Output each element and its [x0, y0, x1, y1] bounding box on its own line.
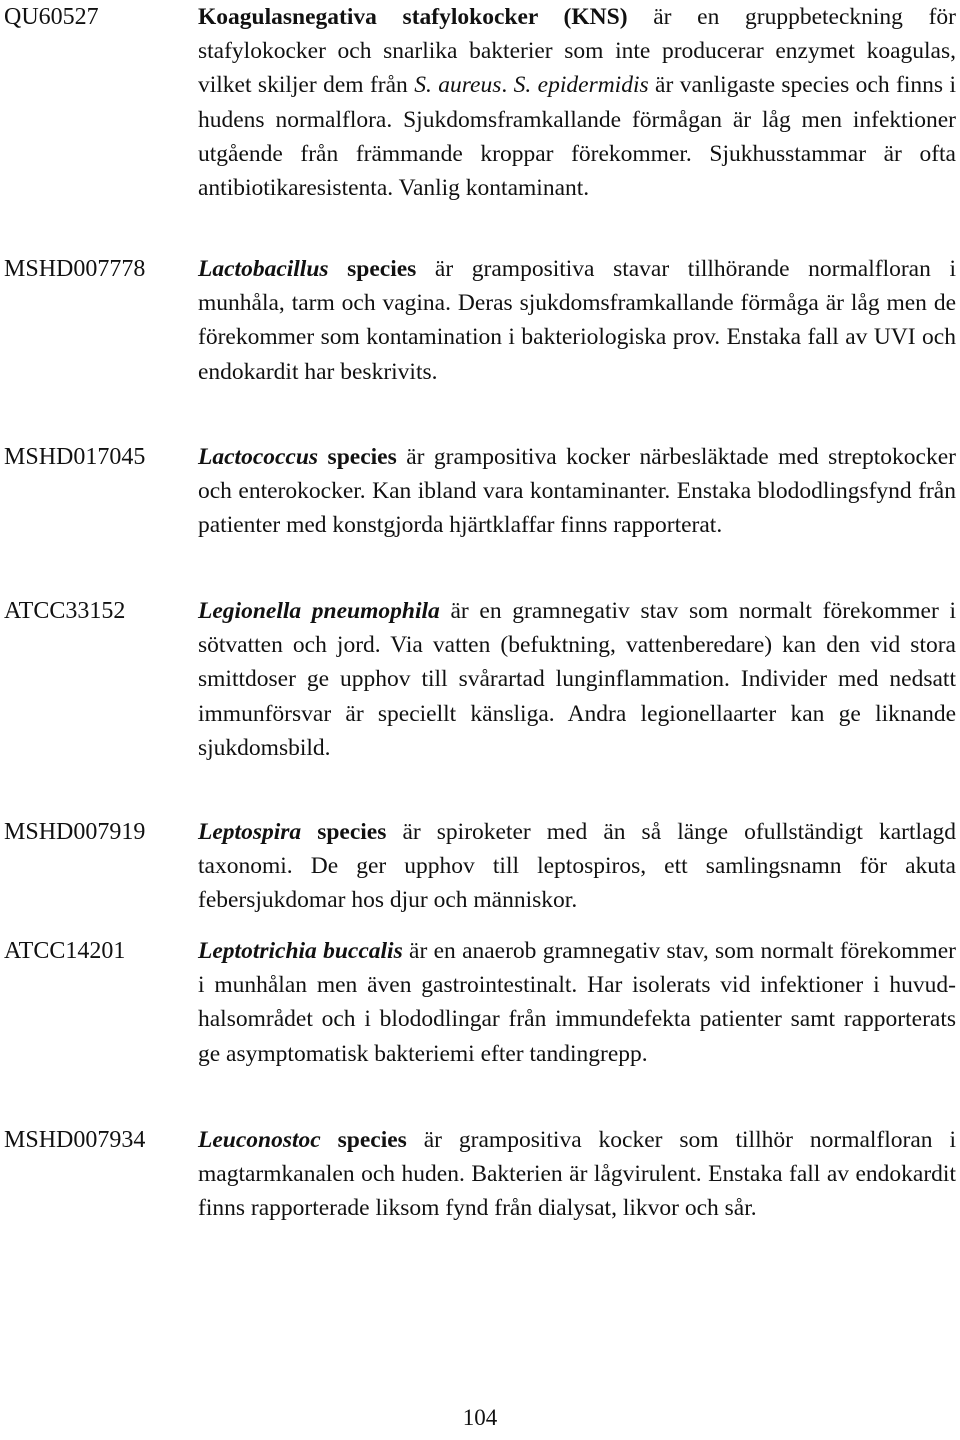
entry-code: MSHD017045 — [4, 444, 146, 470]
entry-code: QU60527 — [4, 4, 99, 30]
description-run: S. epidermidis — [513, 72, 649, 99]
entry-description — [198, 1123, 956, 1226]
description-run: . — [501, 72, 514, 99]
entry-description — [198, 0, 956, 205]
description-run: Leuconostoc — [198, 1127, 321, 1153]
description-run: är grampositiva stavar tillhörande normalfloran i munhåla, tarm och vagina. Deras sjukdomsframkallande förmåga är låg men de förekommer som kontamination i bakteriologiska prov. Enstaka fall av UVI och endokardit har beskrivits. — [198, 256, 956, 385]
page-number: 104 — [462, 1405, 498, 1430]
description-run: S. aureus — [414, 72, 502, 99]
entry-description — [198, 440, 956, 543]
description-run: species — [328, 256, 417, 282]
description-run: Leptotrichia buccalis — [198, 938, 403, 964]
entry-code: ATCC14201 — [4, 938, 126, 964]
description-run: är en gruppbeteckning för stafylokocker och snarlika bakterier som inte producerar enzymet koagulas, vilket skiljer dem från — [198, 4, 956, 99]
description-run: Legionella pneumophila — [198, 598, 440, 624]
description-run: Lactobacillus — [198, 256, 329, 282]
description-run: är en gramnegativ stav som normalt förekommer i sötvatten och jord. Via vatten (befuktning, vattenberedare) kan den vid stora smittdoser ge upphov till svårartad lunginflammation. Individer med nedsatt immunförsvar är speciellt känsliga. Andra legionellaarter kan ge liknande sjukdomsbild. — [198, 598, 956, 761]
description-run: Koagulasnegativa stafylokocker (KNS) — [198, 4, 628, 30]
description-run: är grampositiva kocker närbesläktade med streptokocker och enterokocker. Kan ibland vara kontaminanter. Enstaka blododlingsfynd från patienter med konstgjorda hjärtklaffar finns rapporterat. — [198, 444, 956, 539]
description-run: är spiroketer med än så länge ofullständigt kartlagd taxonomi. De ger upphov till leptospiros, ett samlingsnamn för akuta febersjukdomar hos djur och människor. — [198, 819, 956, 914]
entry-description — [198, 934, 956, 1071]
entry-code: ATCC33152 — [4, 598, 126, 624]
description-run: är en anaerob gramnegativ stav, som normalt förekommer i munhålan men även gastrointestinalt. Har isolerats vid infektioner i huvud-halsområdet och i blododlingar från immundefekta patienter samt rapporterats ge asymptomatisk bakteriemi efter tandingrepp. — [198, 938, 956, 1067]
description-run: species — [301, 819, 387, 845]
entry-code: MSHD007919 — [4, 819, 146, 845]
description-run: är vanligaste species och finns i hudens normalflora. Sjukdomsframkallande förmågan är låg men infektioner utgående från främmande kroppar förekommer. Sjukhusstammar är ofta antibiotikaresistenta. Vanlig kontaminant. — [198, 72, 956, 202]
description-run: Lactococcus — [198, 444, 319, 470]
entry-code: MSHD007934 — [4, 1127, 146, 1153]
description-run: är grampositiva kocker som tillhör normalfloran i magtarmkanalen och huden. Bakterien är lågvirulent. Enstaka fall av endokardit finns rapporterade liksom fynd från dialysat, likvor och sår. — [198, 1127, 956, 1222]
entry-code: MSHD007778 — [4, 256, 146, 282]
entry-description — [198, 252, 956, 389]
entry-description — [198, 594, 956, 765]
entry-description — [198, 815, 956, 918]
description-run: species — [320, 1127, 407, 1153]
description-run: species — [318, 444, 397, 470]
description-run: Leptospira — [198, 819, 302, 845]
